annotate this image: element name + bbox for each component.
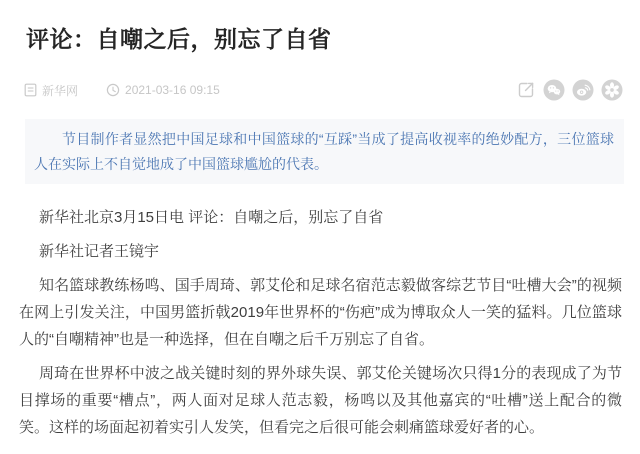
article-page [0,24,640,454]
source [24,82,78,99]
paragraph: 周琦在世界杯中波之战关键时刻的界外球失误、郭艾伦关键场次只得1分的表现成了为节目撑场的重要“槽点”，两人面对足球人范志毅，杨鸣以及其他嘉宾的“吐槽”送上配合的微笑。这样的场面起初着实引人发笑，但看完之后很可能会刺痛篮球爱好者的心。 [19,365,622,436]
publish-time [106,83,220,97]
clock-icon [106,83,120,97]
qzone-share-icon[interactable] [601,79,623,101]
share-icon[interactable] [516,80,536,100]
document-icon [24,83,37,97]
publish-time-text: 2021-03-16 09:15 [125,83,220,97]
meta-row [24,79,623,101]
paragraph-byline: 新华社记者王镜宇 [39,243,160,260]
summary-box: 节目制作者显然把中国足球和中国篮球的“互踩”当成了提高收视率的绝妙配方，三位篮球人在实际上不自觉地成了中国篮球尴尬的代表。 [25,119,624,184]
paragraph: 知名篮球教练杨鸣、国手周琦、郭艾伦和足球名宿范志毅做客综艺节目“吐槽大会”的视频在网上引发关注，中国男篮折戟2019年世界杯的“伤疤”成为博取众人一笑的猛料。几位篮球人的“自嘲精神”也是一种选择，但在自嘲之后千万别忘了自省。 [19,277,622,348]
paragraph-dateline: 新华社北京3月15日电 评论：自嘲之后，别忘了自省 [39,209,384,226]
wechat-share-icon[interactable] [543,79,565,101]
share-toolbar [516,79,623,101]
article-body [19,204,622,441]
page-title: 评论：自嘲之后，别忘了自省 [26,26,332,52]
source-name: 新华网 [42,83,79,98]
weibo-share-icon[interactable] [572,79,594,101]
